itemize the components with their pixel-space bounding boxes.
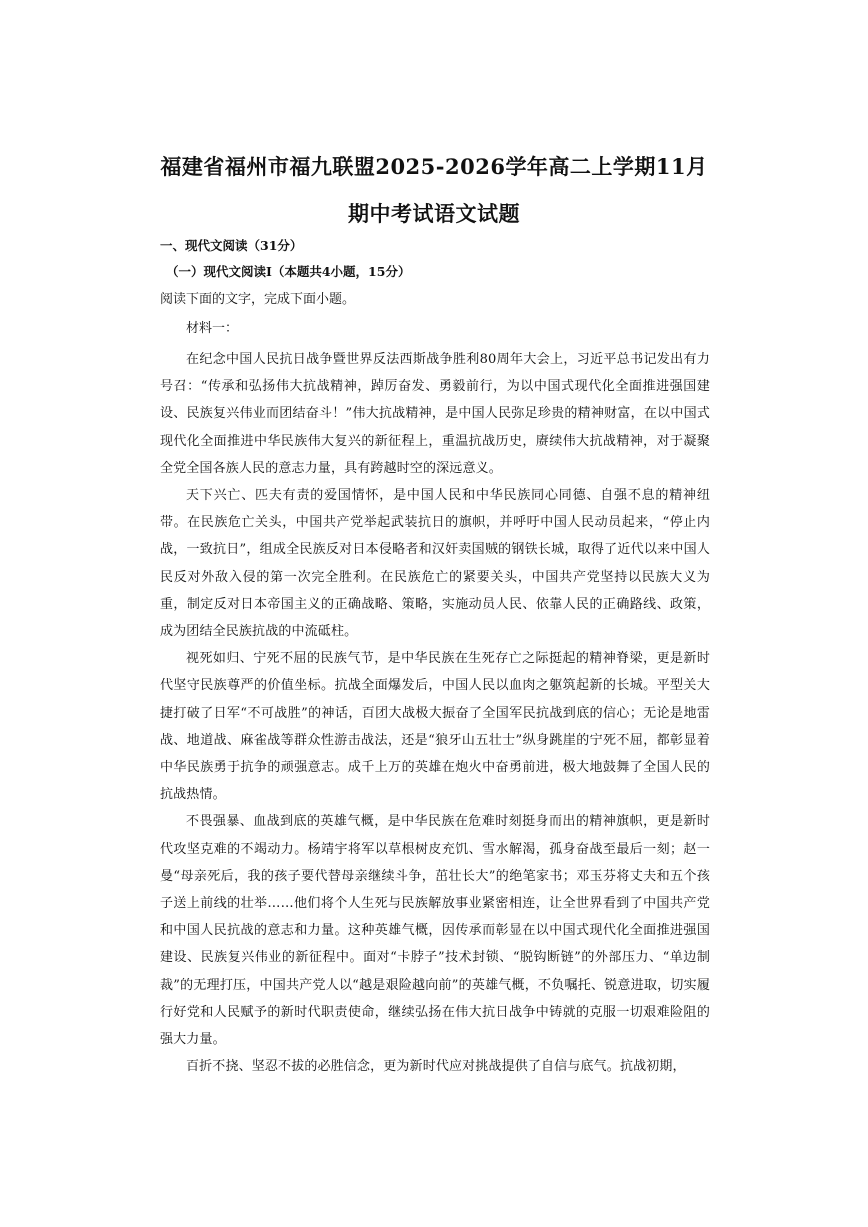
passage-paragraph-4: 不畏强暴、血战到底的英雄气概，是中华民族在危难时刻挺身而出的精神旗帜，更是新时代攻坚克难的不竭动力。杨靖宇将军以草根树皮充饥、雪水解渴，孤身奋战至最后一刻；赵一曼“母亲死后，我的孩子要代替母亲继续斗争，茁壮长大”的绝笔家书；邓玉芬将丈夫和五个孩子送上前线的壮举……他们将个人生死与民族解放事业紧密相连，让全世界看到了中国共产党和中国人民抗战的意志和力量。这种英雄气概，因传承而彰显在以中国式现代化全面推进强国建设、民族复兴伟业的新征程中。面对“卡脖子”技术封锁、“脱钩断链”的外部压力、“单边制裁”的无理打压，中国共产党人以“越是艰险越向前”的英雄气概，不负嘱托、锐意进取，切实履行好党和人民赋予的新时代职责使命，继续弘扬在伟大抗日战争中铸就的克服一切艰难险阻的强大力量。 [160, 814, 710, 1048]
reading-passage [160, 346, 710, 1080]
section-heading: 一、现代文阅读（31分） [160, 238, 303, 253]
document-title-line-2: 期中考试语文试题 [348, 201, 520, 226]
passage-paragraph-2: 天下兴亡、匹夫有责的爱国情怀，是中国人民和中华民族同心同德、自强不息的精神纽带。在民族危亡关头，中国共产党举起武装抗日的旗帜，并呼吁中国人民动员起来，“停止内战，一致抗日”，组成全民族反对日本侵略者和汉奸卖国贼的钢铁长城，取得了近代以来中国人民反对外敌入侵的第一次完全胜利。在民族危亡的紧要关头，中国共产党坚持以民族大义为重，制定反对日本帝国主义的正确战略、策略，实施动员人民、依靠人民的正确路线、政策，成为团结全民族抗战的中流砥柱。 [160, 488, 710, 640]
document-title-line-1: 福建省福州市福九联盟2025-2026学年高二上学期11月 [160, 154, 708, 179]
passage-paragraph-3: 视死如归、宁死不屈的民族气节，是中华民族在生死存亡之际挺起的精神脊梁，更是新时代坚守民族尊严的价值坐标。抗战全面爆发后，中国人民以血肉之躯筑起新的长城。平型关大捷打破了日军“不可战胜”的神话，百团大战极大振奋了全国军民抗战到底的信心；无论是地雷战、地道战、麻雀战等群众性游击战法，还是“狼牙山五壮士”纵身跳崖的宁死不屈，都彰显着中华民族勇于抗争的顽强意志。成千上万的英雄在炮火中奋勇前进，极大地鼓舞了全国人民的抗战热情。 [160, 651, 710, 803]
sub-section-heading: （一）现代文阅读Ⅰ（本题共4小题，15分） [166, 264, 411, 279]
passage-paragraph-1: 在纪念中国人民抗日战争暨世界反法西斯战争胜利80周年大会上，习近平总书记发出有力号召：“传承和弘扬伟大抗战精神，踔厉奋发、勇毅前行，为以中国式现代化全面推进强国建设、民族复兴伟业而团结奋斗！”伟大抗战精神，是中国人民弥足珍贵的精神财富，在以中国式现代化全面推进中华民族伟大复兴的新征程上，重温抗战历史，赓续伟大抗战精神，对于凝聚全党全国各族人民的意志力量，具有跨越时空的深远意义。 [160, 352, 710, 476]
reading-instruction: 阅读下面的文字，完成下面小题。 [160, 292, 356, 307]
passage-paragraph-5: 百折不挠、坚忍不拔的必胜信念，更为新时代应对挑战提供了自信与底气。抗战初期， [186, 1059, 686, 1075]
material-label: 材料一： [186, 321, 239, 336]
